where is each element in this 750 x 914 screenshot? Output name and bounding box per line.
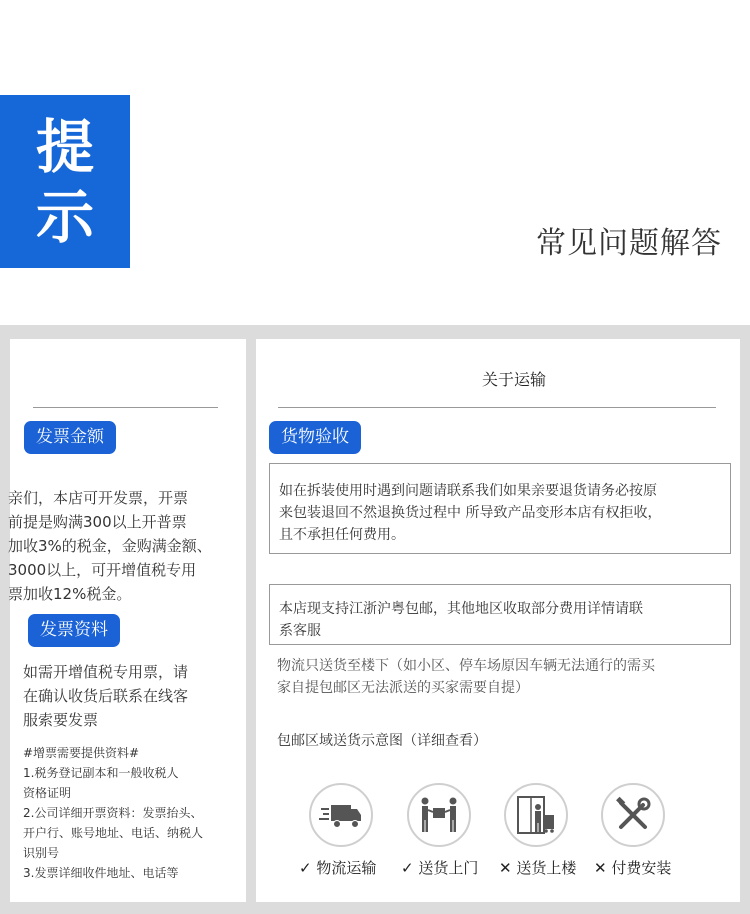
tip-banner: [0, 95, 130, 268]
tools-icon: [601, 783, 665, 847]
service-label: 付费安装: [611, 859, 672, 877]
invoice-info-line: 在确认收货后联系在线客: [23, 687, 189, 705]
inspection-line: 如在拆装使用时遇到问题请联系我们如果亲要退货请务必按原: [279, 483, 657, 499]
invoice-amount-tag: 发票金额: [24, 421, 116, 454]
divider: [33, 407, 218, 408]
cross-icon: ✕: [594, 859, 607, 877]
inspection-line: 来包装退回不然退换货过程中 所导致产品变形本店有权拒收，: [279, 505, 662, 521]
required-docs-line: 识别号: [23, 846, 60, 860]
inspection-notice-box: [269, 463, 731, 554]
service-label: 送货上楼: [516, 859, 577, 877]
divider: [278, 407, 716, 408]
invoice-amount-line: 前提是购满300以上开普票: [8, 513, 187, 531]
delivery-map-link[interactable]: 包邮区域送货示意图（详细查看）: [277, 733, 487, 749]
invoice-amount-line: 亲们，本店可开发票，开票: [8, 489, 189, 507]
shipping-notice-box: [269, 584, 731, 645]
service-label: 送货上门: [418, 859, 479, 877]
check-icon: ✓: [299, 859, 312, 877]
service-door-delivery: [401, 857, 478, 878]
banner-char-2: 示: [35, 183, 94, 251]
service-label: 物流运输: [316, 859, 377, 877]
panel-title: 关于运输: [481, 370, 546, 389]
invoice-amount-line: 3000以上，可开增值税专用: [8, 561, 197, 579]
invoice-info-line: 服索要发票: [23, 711, 99, 729]
delivery-line: 物流只送货至楼下（如小区、停车场原因车辆无法通行的需买: [277, 658, 655, 674]
required-docs-line: 资格证明: [23, 786, 72, 800]
handover-icon: [407, 783, 471, 847]
delivery-line: 家自提包邮区无法派送的买家需要自提）: [277, 680, 529, 696]
shipping-line: 本店现支持江浙沪粤包邮，其他地区收取部分费用详情请联: [279, 601, 643, 617]
required-docs-line: 1.税务登记副本和一般收税人: [23, 766, 179, 780]
cross-icon: ✕: [499, 859, 512, 877]
upstairs-icon: [504, 783, 568, 847]
faq-subtitle: 常见问题解答: [536, 226, 722, 261]
required-docs-line: 开户行、账号地址、电话、纳税人: [23, 826, 204, 840]
banner-char-1: 提: [35, 113, 94, 181]
required-docs-line: #增票需要提供资料#: [23, 746, 140, 760]
service-installation: [594, 857, 671, 878]
service-logistics: [299, 857, 376, 878]
shipping-line: 系客服: [279, 623, 321, 639]
required-docs-line: 2.公司详细开票资料：发票抬头、: [23, 806, 203, 820]
truck-icon: [309, 783, 373, 847]
required-docs-line: 3.发票详细收件地址、电话等: [23, 866, 179, 880]
check-icon: ✓: [401, 859, 414, 877]
invoice-info-line: 如需开增值税专用票，请: [23, 663, 189, 681]
invoice-amount-line: 票加收12%税金。: [8, 585, 132, 603]
invoice-info-tag: 发票资料: [28, 614, 120, 647]
shipping-panel: [256, 339, 740, 902]
service-upstairs: [499, 857, 576, 878]
inspection-tag: 货物验收: [269, 421, 361, 454]
invoice-amount-line: 加收3%的税金，金购满金额、: [8, 537, 212, 555]
invoice-panel: [10, 339, 246, 902]
inspection-line: 且不承担任何费用。: [279, 527, 405, 543]
